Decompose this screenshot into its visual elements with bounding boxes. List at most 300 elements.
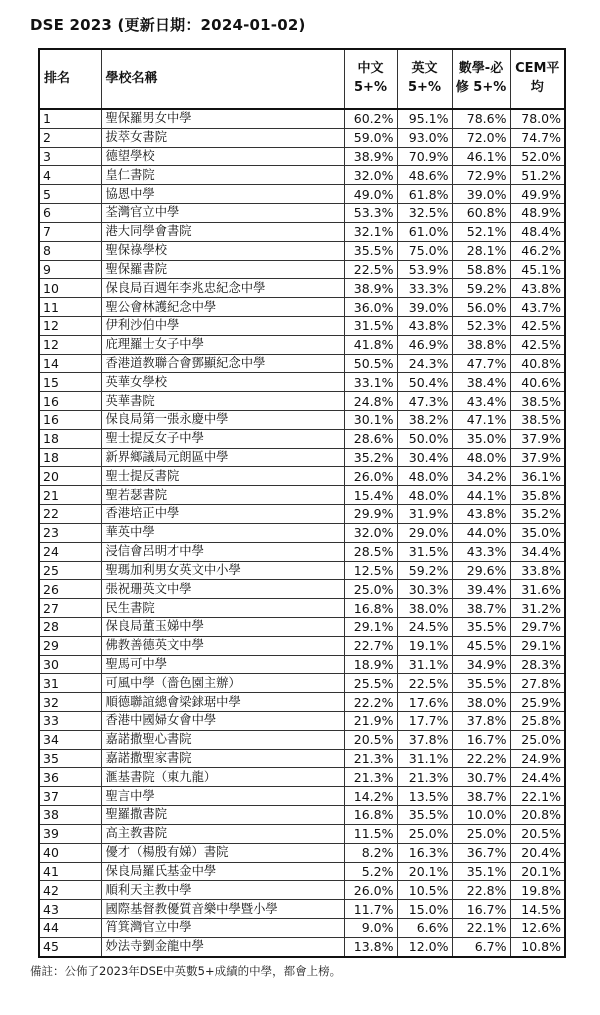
school-name-cell: 伊利沙伯中學	[101, 316, 344, 335]
english-pct-cell: 59.2%	[397, 561, 452, 580]
cem-avg-cell: 25.8%	[510, 712, 565, 731]
math-pct-cell: 59.2%	[452, 279, 510, 298]
table-row	[39, 411, 565, 430]
math-pct-cell: 22.2%	[452, 749, 510, 768]
chinese-pct-cell: 33.1%	[344, 373, 397, 392]
rank-cell: 22	[39, 505, 101, 524]
cem-avg-cell: 10.8%	[510, 937, 565, 956]
math-pct-cell: 29.6%	[452, 561, 510, 580]
math-pct-cell: 56.0%	[452, 298, 510, 317]
chinese-pct-cell: 38.9%	[344, 279, 397, 298]
school-name-cell: 英華女學校	[101, 373, 344, 392]
math-pct-cell: 38.4%	[452, 373, 510, 392]
school-name-cell: 拔萃女書院	[101, 128, 344, 147]
chinese-pct-cell: 35.5%	[344, 241, 397, 260]
cem-avg-cell: 38.5%	[510, 392, 565, 411]
header-english	[397, 49, 452, 109]
ranking-table	[38, 48, 566, 958]
table-row	[39, 373, 565, 392]
school-name-cell: 嘉諾撒聖心書院	[101, 730, 344, 749]
rank-cell: 16	[39, 392, 101, 411]
english-pct-cell: 20.1%	[397, 862, 452, 881]
cem-avg-cell: 40.8%	[510, 354, 565, 373]
english-pct-cell: 39.0%	[397, 298, 452, 317]
cem-avg-cell: 46.2%	[510, 241, 565, 260]
chinese-pct-cell: 11.7%	[344, 900, 397, 919]
chinese-pct-cell: 32.0%	[344, 523, 397, 542]
chinese-pct-cell: 8.2%	[344, 843, 397, 862]
chinese-pct-cell: 22.7%	[344, 636, 397, 655]
table-row	[39, 279, 565, 298]
cem-avg-cell: 19.8%	[510, 881, 565, 900]
english-pct-cell: 95.1%	[397, 109, 452, 128]
table-row	[39, 542, 565, 561]
rank-cell: 5	[39, 185, 101, 204]
chinese-pct-cell: 26.0%	[344, 881, 397, 900]
chinese-pct-cell: 20.5%	[344, 730, 397, 749]
cem-avg-cell: 27.8%	[510, 674, 565, 693]
chinese-pct-cell: 22.2%	[344, 693, 397, 712]
cem-avg-cell: 20.4%	[510, 843, 565, 862]
chinese-pct-cell: 14.2%	[344, 787, 397, 806]
school-name-cell: 協恩中學	[101, 185, 344, 204]
school-name-cell: 筲箕灣官立中學	[101, 918, 344, 937]
school-name-cell: 浸信會呂明才中學	[101, 542, 344, 561]
school-name-cell: 聖瑪加利男女英文中小學	[101, 561, 344, 580]
cem-avg-cell: 43.8%	[510, 279, 565, 298]
english-pct-cell: 30.4%	[397, 448, 452, 467]
chinese-pct-cell: 22.5%	[344, 260, 397, 279]
header-chinese-line2: 5+%	[354, 80, 387, 95]
table-row	[39, 636, 565, 655]
english-pct-cell: 75.0%	[397, 241, 452, 260]
school-name-cell: 高主教書院	[101, 824, 344, 843]
rank-cell: 10	[39, 279, 101, 298]
english-pct-cell: 50.4%	[397, 373, 452, 392]
english-pct-cell: 21.3%	[397, 768, 452, 787]
math-pct-cell: 38.7%	[452, 787, 510, 806]
chinese-pct-cell: 28.6%	[344, 429, 397, 448]
english-pct-cell: 10.5%	[397, 881, 452, 900]
table-row	[39, 523, 565, 542]
cem-avg-cell: 48.9%	[510, 204, 565, 223]
math-pct-cell: 60.8%	[452, 204, 510, 223]
math-pct-cell: 38.8%	[452, 335, 510, 354]
english-pct-cell: 12.0%	[397, 937, 452, 956]
table-row	[39, 448, 565, 467]
math-pct-cell: 47.1%	[452, 411, 510, 430]
chinese-pct-cell: 21.9%	[344, 712, 397, 731]
rank-cell: 9	[39, 260, 101, 279]
english-pct-cell: 31.1%	[397, 749, 452, 768]
table-body	[39, 109, 565, 957]
table-row	[39, 222, 565, 241]
cem-avg-cell: 38.5%	[510, 411, 565, 430]
rank-cell: 25	[39, 561, 101, 580]
table-row	[39, 429, 565, 448]
rank-cell: 20	[39, 467, 101, 486]
cem-avg-cell: 45.1%	[510, 260, 565, 279]
chinese-pct-cell: 59.0%	[344, 128, 397, 147]
english-pct-cell: 6.6%	[397, 918, 452, 937]
english-pct-cell: 53.9%	[397, 260, 452, 279]
cem-avg-cell: 12.6%	[510, 918, 565, 937]
english-pct-cell: 19.1%	[397, 636, 452, 655]
rank-cell: 26	[39, 580, 101, 599]
math-pct-cell: 35.5%	[452, 617, 510, 636]
chinese-pct-cell: 50.5%	[344, 354, 397, 373]
table-row	[39, 109, 565, 128]
school-name-cell: 香港道教聯合會鄧顯紀念中學	[101, 354, 344, 373]
rank-cell: 15	[39, 373, 101, 392]
english-pct-cell: 61.0%	[397, 222, 452, 241]
math-pct-cell: 35.1%	[452, 862, 510, 881]
english-pct-cell: 25.0%	[397, 824, 452, 843]
header-chinese-line1: 中文	[357, 61, 384, 77]
cem-avg-cell: 35.0%	[510, 523, 565, 542]
math-pct-cell: 36.7%	[452, 843, 510, 862]
cem-avg-cell: 36.1%	[510, 467, 565, 486]
cem-avg-cell: 24.9%	[510, 749, 565, 768]
chinese-pct-cell: 41.8%	[344, 335, 397, 354]
english-pct-cell: 93.0%	[397, 128, 452, 147]
math-pct-cell: 58.8%	[452, 260, 510, 279]
math-pct-cell: 38.0%	[452, 693, 510, 712]
school-name-cell: 香港培正中學	[101, 505, 344, 524]
math-pct-cell: 25.0%	[452, 824, 510, 843]
table-row	[39, 354, 565, 373]
math-pct-cell: 30.7%	[452, 768, 510, 787]
cem-avg-cell: 42.5%	[510, 335, 565, 354]
page-title: DSE 2023 (更新日期：2024-01-02)	[30, 16, 306, 34]
rank-cell: 4	[39, 166, 101, 185]
math-pct-cell: 78.6%	[452, 109, 510, 128]
school-name-cell: 香港中國婦女會中學	[101, 712, 344, 731]
chinese-pct-cell: 25.0%	[344, 580, 397, 599]
cem-avg-cell: 37.9%	[510, 429, 565, 448]
chinese-pct-cell: 25.5%	[344, 674, 397, 693]
cem-avg-cell: 42.5%	[510, 316, 565, 335]
cem-avg-cell: 14.5%	[510, 900, 565, 919]
cem-avg-cell: 31.6%	[510, 580, 565, 599]
rank-cell: 39	[39, 824, 101, 843]
table-row	[39, 128, 565, 147]
english-pct-cell: 17.6%	[397, 693, 452, 712]
english-pct-cell: 48.0%	[397, 467, 452, 486]
school-name-cell: 聖士提反書院	[101, 467, 344, 486]
table-row	[39, 693, 565, 712]
chinese-pct-cell: 15.4%	[344, 486, 397, 505]
cem-avg-cell: 40.6%	[510, 373, 565, 392]
rank-cell: 2	[39, 128, 101, 147]
chinese-pct-cell: 53.3%	[344, 204, 397, 223]
rank-cell: 18	[39, 429, 101, 448]
cem-avg-cell: 37.9%	[510, 448, 565, 467]
english-pct-cell: 24.5%	[397, 617, 452, 636]
school-name-cell: 保良局董玉娣中學	[101, 617, 344, 636]
table-row	[39, 241, 565, 260]
table-row	[39, 617, 565, 636]
cem-avg-cell: 20.1%	[510, 862, 565, 881]
rank-cell: 40	[39, 843, 101, 862]
rank-cell: 30	[39, 655, 101, 674]
english-pct-cell: 33.3%	[397, 279, 452, 298]
cem-avg-cell: 34.4%	[510, 542, 565, 561]
rank-cell: 3	[39, 147, 101, 166]
table-row	[39, 655, 565, 674]
chinese-pct-cell: 32.0%	[344, 166, 397, 185]
english-pct-cell: 46.9%	[397, 335, 452, 354]
rank-cell: 42	[39, 881, 101, 900]
english-pct-cell: 24.3%	[397, 354, 452, 373]
chinese-pct-cell: 26.0%	[344, 467, 397, 486]
school-name-cell: 張祝珊英文中學	[101, 580, 344, 599]
cem-avg-cell: 20.8%	[510, 806, 565, 825]
school-name-cell: 保良局第一張永慶中學	[101, 411, 344, 430]
rank-cell: 1	[39, 109, 101, 128]
english-pct-cell: 17.7%	[397, 712, 452, 731]
cem-avg-cell: 25.0%	[510, 730, 565, 749]
math-pct-cell: 38.7%	[452, 599, 510, 618]
math-pct-cell: 37.8%	[452, 712, 510, 731]
chinese-pct-cell: 30.1%	[344, 411, 397, 430]
chinese-pct-cell: 16.8%	[344, 599, 397, 618]
header-english-line2: 5+%	[408, 80, 441, 95]
rank-cell: 23	[39, 523, 101, 542]
header-cem	[510, 49, 565, 109]
math-pct-cell: 47.7%	[452, 354, 510, 373]
math-pct-cell: 16.7%	[452, 730, 510, 749]
school-name-cell: 優才（楊殷有娣）書院	[101, 843, 344, 862]
chinese-pct-cell: 60.2%	[344, 109, 397, 128]
chinese-pct-cell: 18.9%	[344, 655, 397, 674]
school-name-cell: 聖公會林護紀念中學	[101, 298, 344, 317]
table-row	[39, 918, 565, 937]
english-pct-cell: 37.8%	[397, 730, 452, 749]
school-name-cell: 港大同學會書院	[101, 222, 344, 241]
school-name-cell: 聖保祿學校	[101, 241, 344, 260]
table-row	[39, 260, 565, 279]
english-pct-cell: 48.0%	[397, 486, 452, 505]
school-name-cell: 聖若瑟書院	[101, 486, 344, 505]
table-row	[39, 674, 565, 693]
english-pct-cell: 31.9%	[397, 505, 452, 524]
chinese-pct-cell: 12.5%	[344, 561, 397, 580]
school-name-cell: 華英中學	[101, 523, 344, 542]
rank-cell: 33	[39, 712, 101, 731]
cem-avg-cell: 78.0%	[510, 109, 565, 128]
school-name-cell: 滙基書院（東九龍）	[101, 768, 344, 787]
header-math	[452, 49, 510, 109]
rank-cell: 27	[39, 599, 101, 618]
table-row	[39, 298, 565, 317]
cem-avg-cell: 52.0%	[510, 147, 565, 166]
math-pct-cell: 46.1%	[452, 147, 510, 166]
table-row	[39, 900, 565, 919]
table-row	[39, 505, 565, 524]
rank-cell: 32	[39, 693, 101, 712]
school-name-cell: 皇仁書院	[101, 166, 344, 185]
english-pct-cell: 43.8%	[397, 316, 452, 335]
table-row	[39, 467, 565, 486]
school-name-cell: 新界鄉議局元朗區中學	[101, 448, 344, 467]
school-name-cell: 可風中學（嗇色園主辦）	[101, 674, 344, 693]
math-pct-cell: 28.1%	[452, 241, 510, 260]
rank-cell: 28	[39, 617, 101, 636]
table-row	[39, 486, 565, 505]
school-name-cell: 順利天主教中學	[101, 881, 344, 900]
math-pct-cell: 43.3%	[452, 542, 510, 561]
header-chinese	[344, 49, 397, 109]
chinese-pct-cell: 49.0%	[344, 185, 397, 204]
rank-cell: 35	[39, 749, 101, 768]
table-row	[39, 787, 565, 806]
school-name-cell: 荃灣官立中學	[101, 204, 344, 223]
school-name-cell: 英華書院	[101, 392, 344, 411]
english-pct-cell: 31.5%	[397, 542, 452, 561]
chinese-pct-cell: 21.3%	[344, 749, 397, 768]
table-header	[39, 49, 565, 109]
chinese-pct-cell: 28.5%	[344, 542, 397, 561]
school-name-cell: 民生書院	[101, 599, 344, 618]
cem-avg-cell: 22.1%	[510, 787, 565, 806]
math-pct-cell: 34.2%	[452, 467, 510, 486]
math-pct-cell: 52.3%	[452, 316, 510, 335]
rank-cell: 18	[39, 448, 101, 467]
chinese-pct-cell: 11.5%	[344, 824, 397, 843]
math-pct-cell: 35.5%	[452, 674, 510, 693]
math-pct-cell: 39.4%	[452, 580, 510, 599]
table-row	[39, 862, 565, 881]
english-pct-cell: 50.0%	[397, 429, 452, 448]
rank-cell: 7	[39, 222, 101, 241]
rank-cell: 6	[39, 204, 101, 223]
table-row	[39, 937, 565, 956]
cem-avg-cell: 28.3%	[510, 655, 565, 674]
math-pct-cell: 43.8%	[452, 505, 510, 524]
header-rank: 排名	[39, 49, 101, 109]
english-pct-cell: 32.5%	[397, 204, 452, 223]
header-math-line2: 修 5+%	[455, 80, 507, 95]
math-pct-cell: 39.0%	[452, 185, 510, 204]
header-english-line1: 英文	[411, 61, 438, 77]
math-pct-cell: 52.1%	[452, 222, 510, 241]
rank-cell: 16	[39, 411, 101, 430]
cem-avg-cell: 25.9%	[510, 693, 565, 712]
rank-cell: 8	[39, 241, 101, 260]
english-pct-cell: 61.8%	[397, 185, 452, 204]
school-name-cell: 嘉諾撒聖家書院	[101, 749, 344, 768]
table-row	[39, 599, 565, 618]
school-name-cell: 聖馬可中學	[101, 655, 344, 674]
english-pct-cell: 47.3%	[397, 392, 452, 411]
english-pct-cell: 38.0%	[397, 599, 452, 618]
header-school: 學校名稱	[101, 49, 344, 109]
table-row	[39, 730, 565, 749]
cem-avg-cell: 35.8%	[510, 486, 565, 505]
cem-avg-cell: 33.8%	[510, 561, 565, 580]
chinese-pct-cell: 5.2%	[344, 862, 397, 881]
table-row	[39, 881, 565, 900]
table-row	[39, 204, 565, 223]
math-pct-cell: 48.0%	[452, 448, 510, 467]
math-pct-cell: 72.9%	[452, 166, 510, 185]
cem-avg-cell: 51.2%	[510, 166, 565, 185]
rank-cell: 24	[39, 542, 101, 561]
table-row	[39, 768, 565, 787]
chinese-pct-cell: 35.2%	[344, 448, 397, 467]
english-pct-cell: 38.2%	[397, 411, 452, 430]
math-pct-cell: 10.0%	[452, 806, 510, 825]
math-pct-cell: 34.9%	[452, 655, 510, 674]
table-row	[39, 806, 565, 825]
school-name-cell: 聖保羅書院	[101, 260, 344, 279]
rank-cell: 12	[39, 316, 101, 335]
cem-avg-cell: 29.1%	[510, 636, 565, 655]
footnote: 備註：公佈了2023年DSE中英數5+成績的中學，都會上榜。	[30, 964, 342, 978]
english-pct-cell: 22.5%	[397, 674, 452, 693]
rank-cell: 34	[39, 730, 101, 749]
cem-avg-cell: 20.5%	[510, 824, 565, 843]
table-row	[39, 185, 565, 204]
english-pct-cell: 48.6%	[397, 166, 452, 185]
school-name-cell: 聖羅撒書院	[101, 806, 344, 825]
school-name-cell: 庇理羅士女子中學	[101, 335, 344, 354]
english-pct-cell: 70.9%	[397, 147, 452, 166]
rank-cell: 29	[39, 636, 101, 655]
header-cem-line2: 均	[530, 80, 544, 95]
math-pct-cell: 44.0%	[452, 523, 510, 542]
table-row	[39, 335, 565, 354]
cem-avg-cell: 74.7%	[510, 128, 565, 147]
school-name-cell: 國際基督教優質音樂中學暨小學	[101, 900, 344, 919]
chinese-pct-cell: 16.8%	[344, 806, 397, 825]
school-name-cell: 聖保羅男女中學	[101, 109, 344, 128]
math-pct-cell: 35.0%	[452, 429, 510, 448]
chinese-pct-cell: 31.5%	[344, 316, 397, 335]
math-pct-cell: 22.1%	[452, 918, 510, 937]
school-name-cell: 妙法寺劉金龍中學	[101, 937, 344, 956]
cem-avg-cell: 35.2%	[510, 505, 565, 524]
table-row	[39, 392, 565, 411]
table-row	[39, 561, 565, 580]
math-pct-cell: 22.8%	[452, 881, 510, 900]
table-row	[39, 749, 565, 768]
school-name-cell: 聖士提反女子中學	[101, 429, 344, 448]
school-name-cell: 順德聯誼總會梁銶琚中學	[101, 693, 344, 712]
table-row	[39, 316, 565, 335]
chinese-pct-cell: 24.8%	[344, 392, 397, 411]
cem-avg-cell: 49.9%	[510, 185, 565, 204]
rank-cell: 12	[39, 335, 101, 354]
chinese-pct-cell: 21.3%	[344, 768, 397, 787]
school-name-cell: 德望學校	[101, 147, 344, 166]
header-cem-line1: CEM平	[515, 61, 560, 77]
math-pct-cell: 16.7%	[452, 900, 510, 919]
english-pct-cell: 13.5%	[397, 787, 452, 806]
math-pct-cell: 43.4%	[452, 392, 510, 411]
math-pct-cell: 44.1%	[452, 486, 510, 505]
cem-avg-cell: 31.2%	[510, 599, 565, 618]
cem-avg-cell: 48.4%	[510, 222, 565, 241]
english-pct-cell: 31.1%	[397, 655, 452, 674]
chinese-pct-cell: 29.9%	[344, 505, 397, 524]
rank-cell: 38	[39, 806, 101, 825]
chinese-pct-cell: 36.0%	[344, 298, 397, 317]
chinese-pct-cell: 9.0%	[344, 918, 397, 937]
chinese-pct-cell: 38.9%	[344, 147, 397, 166]
table-row	[39, 166, 565, 185]
